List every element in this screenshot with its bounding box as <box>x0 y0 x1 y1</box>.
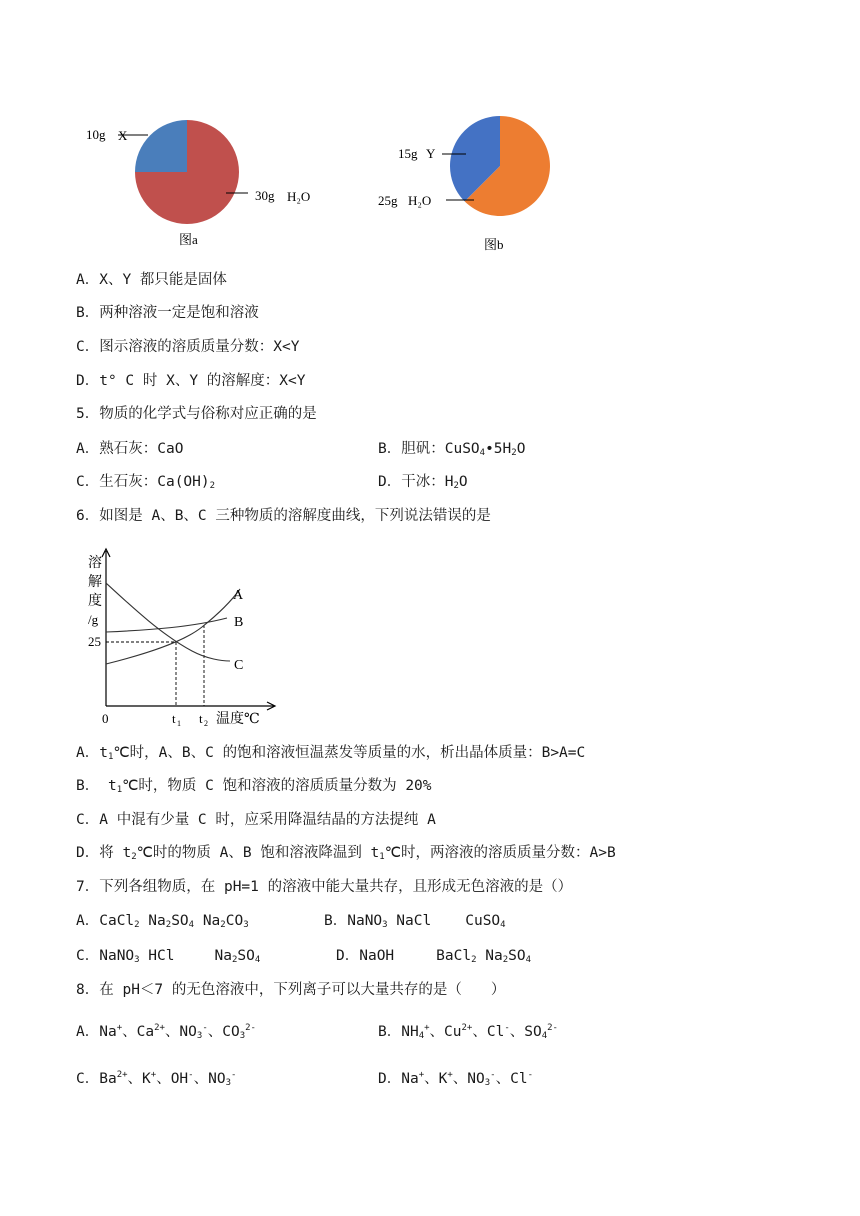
q8-b-so4-sub: 4 <box>541 1031 548 1041</box>
caption-fig-a: 图a <box>179 232 198 247</box>
label-water-name-a: H₂O <box>287 189 311 204</box>
q7-d-2: BaCl <box>436 948 472 964</box>
x-tick-t2-sub: 2 <box>204 719 208 728</box>
q5-b-prefix: B．胆矾：CuSO <box>378 441 480 457</box>
q8-c-s3: 、NO <box>193 1071 226 1087</box>
label-x-name: X <box>118 128 128 143</box>
q4-option-a: A．X、Y 都只能是固体 <box>76 272 227 288</box>
q5-b-mid: •5H <box>485 441 512 457</box>
q7-d-4s: 4 <box>525 955 532 965</box>
q8-b-prefix: B．NH <box>378 1024 419 1040</box>
q8-b-s1: 、Cu <box>429 1024 462 1040</box>
q7-option-b <box>324 911 506 935</box>
q7-d-3: Na <box>476 948 503 964</box>
q7-d-3s: 2 <box>502 955 509 965</box>
label-water-amount-a: 30g <box>255 188 275 203</box>
q8-b-cl-sup: - <box>504 1023 510 1033</box>
q8-a-prefix: A．Na <box>76 1024 117 1040</box>
q5-b-sub2: 2 <box>511 448 517 458</box>
q7-b-3: CuSO <box>465 913 501 929</box>
solubility-curve-chart <box>82 545 282 730</box>
q7-c-2: HCl <box>139 948 175 964</box>
q8-c-prefix: C．Ba <box>76 1071 117 1087</box>
q8-a-no3-sub: 3 <box>196 1031 203 1041</box>
label-water-amount-b: 25g <box>378 193 398 208</box>
curve-b <box>106 618 227 632</box>
q6-option-b <box>76 776 432 800</box>
caption-fig-b: 图b <box>484 237 504 252</box>
q5-option-b <box>378 439 525 463</box>
curve-label-c: C <box>234 658 244 673</box>
q8-c-no3-sub: 3 <box>225 1078 231 1088</box>
q8-d-prefix: D．Na <box>378 1071 419 1087</box>
x-tick-t2: t <box>199 711 203 726</box>
q7-a-3: SO <box>171 913 189 929</box>
q8-a-s3: 、CO <box>207 1024 240 1040</box>
q7-a-2s: 2 <box>165 920 172 930</box>
q8-a-s1: 、Ca <box>122 1024 155 1040</box>
q8-c-k-sup: + <box>150 1070 157 1080</box>
q6-d-post: ℃时，两溶液的溶质质量分数：A>B <box>384 845 616 861</box>
q7-b-2: NaCl <box>387 913 432 929</box>
q4-option-c: C．图示溶液的溶质质量分数：X<Y <box>76 339 300 355</box>
q7-c-1s: 3 <box>134 955 140 965</box>
q6-b-sub: 1 <box>116 785 123 795</box>
q7-d-1: D．NaOH <box>336 948 395 964</box>
q8-d-s1: 、K <box>424 1071 448 1087</box>
label-x-amount: 10g <box>86 127 106 142</box>
q4-option-d: D．t° C 时 X、Y 的溶解度：X<Y <box>76 373 306 389</box>
q4-option-b: B．两种溶液一定是饱和溶液 <box>76 305 259 321</box>
q8-b-s2: 、Cl <box>472 1024 505 1040</box>
q8-d-k-sup: + <box>447 1070 453 1080</box>
label-y-name: Y <box>426 146 436 161</box>
q8-stem: 8．在 pH＜7 的无色溶液中，下列离子可以大量共存的是（ ） <box>76 982 506 998</box>
y-label-char-1: 溶 <box>88 556 102 571</box>
q8-a-co3-sup: 2- <box>245 1023 256 1033</box>
q7-a-5: CO <box>225 913 244 929</box>
q7-c-3: Na <box>214 948 232 964</box>
q5-option-c <box>76 472 215 496</box>
q7-b-1: B．NaNO <box>324 913 383 929</box>
q8-b-cu-sup: 2+ <box>461 1023 473 1033</box>
q7-a-1s: 2 <box>134 920 140 930</box>
label-y-amount: 15g <box>398 146 418 161</box>
q8-d-s2: 、NO <box>452 1071 485 1087</box>
q6-a-sub: 1 <box>107 752 114 762</box>
q8-c-s2: 、OH <box>156 1071 189 1087</box>
y-label-char-3: 度 <box>88 594 102 609</box>
q7-stem: 7．下列各组物质，在 pH=1 的溶液中能大量共存，且形成无色溶液的是（） <box>76 879 573 895</box>
q7-d-4: SO <box>508 948 526 964</box>
q8-c-ba-sup: 2+ <box>116 1070 128 1080</box>
q6-b-post: ℃时，物质 C 饱和溶液的溶质质量分数为 20% <box>122 778 432 794</box>
q8-c-oh-sup: - <box>188 1070 194 1080</box>
q8-option-c <box>76 1065 236 1093</box>
q8-d-na-sup: + <box>418 1070 425 1080</box>
x-tick-t1-sub: 1 <box>177 719 181 728</box>
q7-option-c <box>76 946 260 970</box>
q6-b-pre: B． t <box>76 778 117 794</box>
q5-option-a: A．熟石灰：CaO <box>76 441 184 457</box>
q8-a-co3-sub: 3 <box>239 1031 246 1041</box>
pie-slice-solute-a <box>135 120 187 172</box>
curve-label-a: A <box>233 588 244 603</box>
q8-option-d <box>378 1065 533 1093</box>
q5-stem: 5．物质的化学式与俗称对应正确的是 <box>76 406 317 422</box>
q5-c-sub: 2 <box>209 481 216 491</box>
q7-c-1: C．NaNO <box>76 948 135 964</box>
q8-d-no3-sup: - <box>490 1070 496 1080</box>
q8-option-a <box>76 1018 256 1046</box>
q8-a-s2: 、NO <box>164 1024 197 1040</box>
curve-a <box>106 589 240 664</box>
x-axis-label: 温度℃ <box>216 712 260 727</box>
q5-b-suffix: O <box>516 441 526 457</box>
q8-b-nh4-sub: 4 <box>418 1031 425 1041</box>
q7-d-2s: 2 <box>471 955 477 965</box>
q6-option-a <box>76 743 585 767</box>
q6-a-pre: A．t <box>76 745 108 761</box>
q5-c-prefix: C．生石灰：Ca(OH) <box>76 474 210 490</box>
q7-a-4s: 2 <box>220 920 226 930</box>
q7-c-4: SO <box>237 948 255 964</box>
q5-d-suffix: O <box>458 474 468 490</box>
q8-option-b <box>378 1018 558 1046</box>
q6-d-pre: D．将 t <box>76 845 132 861</box>
q7-a-1: A．CaCl <box>76 913 135 929</box>
q5-d-sub: 2 <box>453 481 459 491</box>
q7-c-4s: 4 <box>254 955 261 965</box>
pie-chart-fig-a <box>80 110 340 250</box>
q6-a-post: ℃时，A、B、C 的饱和溶液恒温蒸发等质量的水，析出晶体质量：B>A=C <box>113 745 586 761</box>
q8-c-no3-sup: - <box>230 1070 237 1080</box>
q7-option-a <box>76 911 249 935</box>
q8-d-s3: 、Cl <box>495 1071 528 1087</box>
y-label-char-4: /g <box>88 612 99 627</box>
q7-b-1s: 3 <box>382 920 388 930</box>
curve-label-b: B <box>234 615 244 630</box>
q6-option-d <box>76 843 616 867</box>
q7-a-3s: 4 <box>188 920 195 930</box>
origin-label: 0 <box>102 711 109 726</box>
label-water-name-b: H₂O <box>408 193 432 208</box>
q6-d-sub1: 2 <box>131 852 137 862</box>
q7-c-3s: 2 <box>231 955 238 965</box>
q7-a-2: Na <box>139 913 166 929</box>
q7-option-d <box>336 946 531 970</box>
q7-a-5s: 3 <box>243 920 249 930</box>
q8-d-no3-sub: 3 <box>484 1078 491 1088</box>
q6-d-sub2: 1 <box>379 852 385 862</box>
q7-a-4: Na <box>194 913 221 929</box>
q5-d-prefix: D．干冰：H <box>378 474 454 490</box>
q8-a-no3-sup: - <box>202 1023 208 1033</box>
pie-chart-fig-b <box>370 108 570 256</box>
q8-c-s1: 、K <box>127 1071 151 1087</box>
q8-b-s3: 、SO <box>509 1024 542 1040</box>
q8-b-so4-sup: 2- <box>547 1023 558 1033</box>
q8-a-na-sup: + <box>116 1023 123 1033</box>
x-tick-t1: t <box>172 711 176 726</box>
q6-d-mid: ℃时的物质 A、B 饱和溶液降温到 t <box>136 845 380 861</box>
q6-option-c: C．A 中混有少量 C 时，应采用降温结晶的方法提纯 A <box>76 812 436 828</box>
q8-b-nh4-sup: + <box>424 1023 430 1033</box>
q5-option-d <box>378 472 468 496</box>
y-label-char-2: 解 <box>88 575 102 590</box>
q5-b-sub1: 4 <box>479 448 486 458</box>
y-tick-25: 25 <box>88 634 101 649</box>
q7-b-3s: 4 <box>500 920 506 930</box>
q6-stem: 6．如图是 A、B、C 三种物质的溶解度曲线，下列说法错误的是 <box>76 508 491 524</box>
q8-a-ca-sup: 2+ <box>154 1023 165 1033</box>
q8-d-cl-sup: - <box>527 1070 533 1080</box>
